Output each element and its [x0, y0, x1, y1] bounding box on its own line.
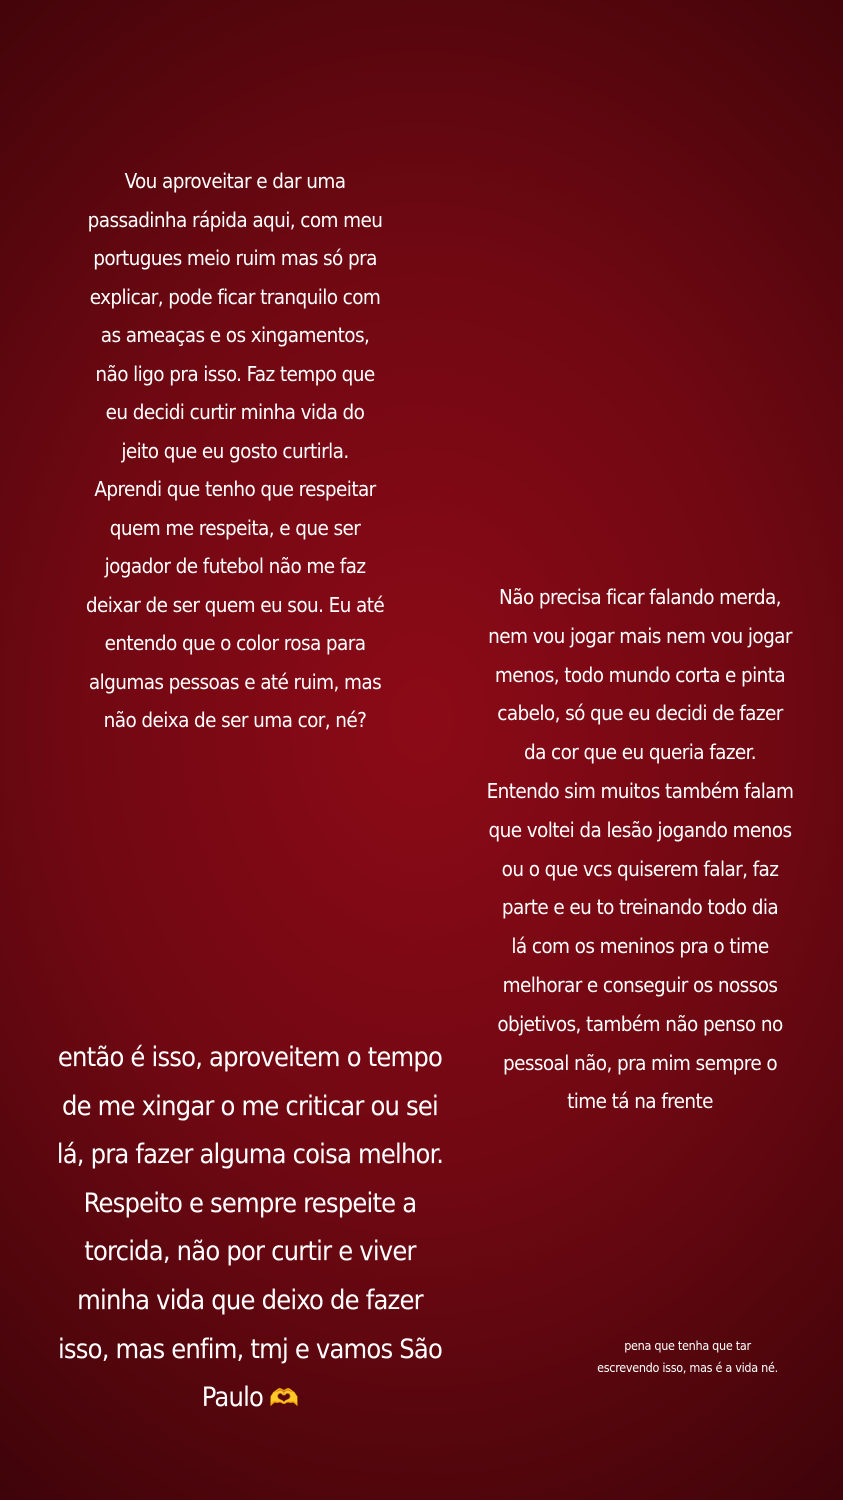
text-line: algumas pessoas e até ruim, mas	[88, 669, 382, 694]
text-line-label: Paulo	[201, 1382, 264, 1414]
text-line: lá, pra fazer alguma coisa melhor.	[56, 1139, 444, 1171]
text-line: parte e eu to treinando todo dia	[501, 895, 779, 920]
text-line: que voltei da lesão jogando menos	[488, 817, 792, 842]
text-line: deixar de ser quem eu sou. Eu até	[85, 592, 385, 617]
text-line: objetivos, também não penso no	[497, 1011, 783, 1036]
text-line: lá com os meninos pra o time	[511, 934, 769, 959]
text-line: então é isso, aproveitem o tempo	[57, 1042, 443, 1073]
text-line: time tá na frente	[567, 1089, 713, 1114]
text-line: Não precisa ficar falando merda,	[499, 585, 781, 609]
text-block-1	[40, 162, 430, 740]
text-line: cabelo, só que eu decidi de fazer	[497, 701, 783, 726]
text-line: eu decidi curtir minha vida do	[105, 400, 365, 424]
text-line: isso, mas enfim, tmj e vamos São	[57, 1333, 442, 1365]
text-block-4	[560, 1335, 815, 1379]
text-line: não ligo pra isso. Faz tempo que	[95, 361, 375, 386]
text-line: passadinha rápida aqui, com meu	[87, 207, 383, 232]
text-block-2	[455, 578, 825, 1121]
heart-hands-icon: 🫶	[269, 1384, 299, 1413]
text-line: melhorar e conseguir os nossos	[502, 972, 778, 997]
text-line: pessoal não, pra mim sempre o	[502, 1050, 778, 1075]
text-line: jeito que eu gosto curtirla.	[121, 438, 349, 463]
text-line: não deixa de ser uma cor, né?	[103, 708, 367, 732]
text-line: de me xingar o me criticar ou sei	[61, 1090, 439, 1122]
text-line: menos, todo mundo corta e pinta	[494, 662, 786, 687]
text-line: jogador de futebol não me faz	[104, 554, 366, 578]
text-line: nem vou jogar mais nem vou jogar	[488, 623, 792, 648]
text-line: explicar, pode ficar tranquilo com	[89, 284, 381, 309]
text-line: portugues meio ruim mas só pra	[93, 246, 377, 270]
text-block-3	[20, 1034, 480, 1423]
text-line: pena que tenha que tar	[624, 1338, 751, 1353]
text-line: minha vida que deixo de fazer	[77, 1284, 423, 1316]
text-line-last	[20, 1374, 480, 1423]
text-line: as ameaças e os xingamentos,	[100, 323, 370, 347]
text-line: da cor que eu queria fazer.	[523, 740, 756, 765]
text-line: escrevendo isso, mas é a vida né.	[597, 1360, 778, 1375]
text-line: Respeito e sempre respeite a	[83, 1187, 417, 1219]
text-line: quem me respeita, e que ser	[109, 515, 361, 540]
text-line: entendo que o color rosa para	[104, 631, 366, 655]
text-line: Vou aproveitar e dar uma	[124, 169, 346, 193]
text-line: Entendo sim muitos também falam	[486, 778, 794, 803]
text-line: torcida, não por curtir e viver	[84, 1236, 416, 1268]
text-line: ou o que vcs quiserem falar, faz	[501, 856, 779, 881]
text-line: Aprendi que tenho que respeitar	[94, 477, 376, 501]
